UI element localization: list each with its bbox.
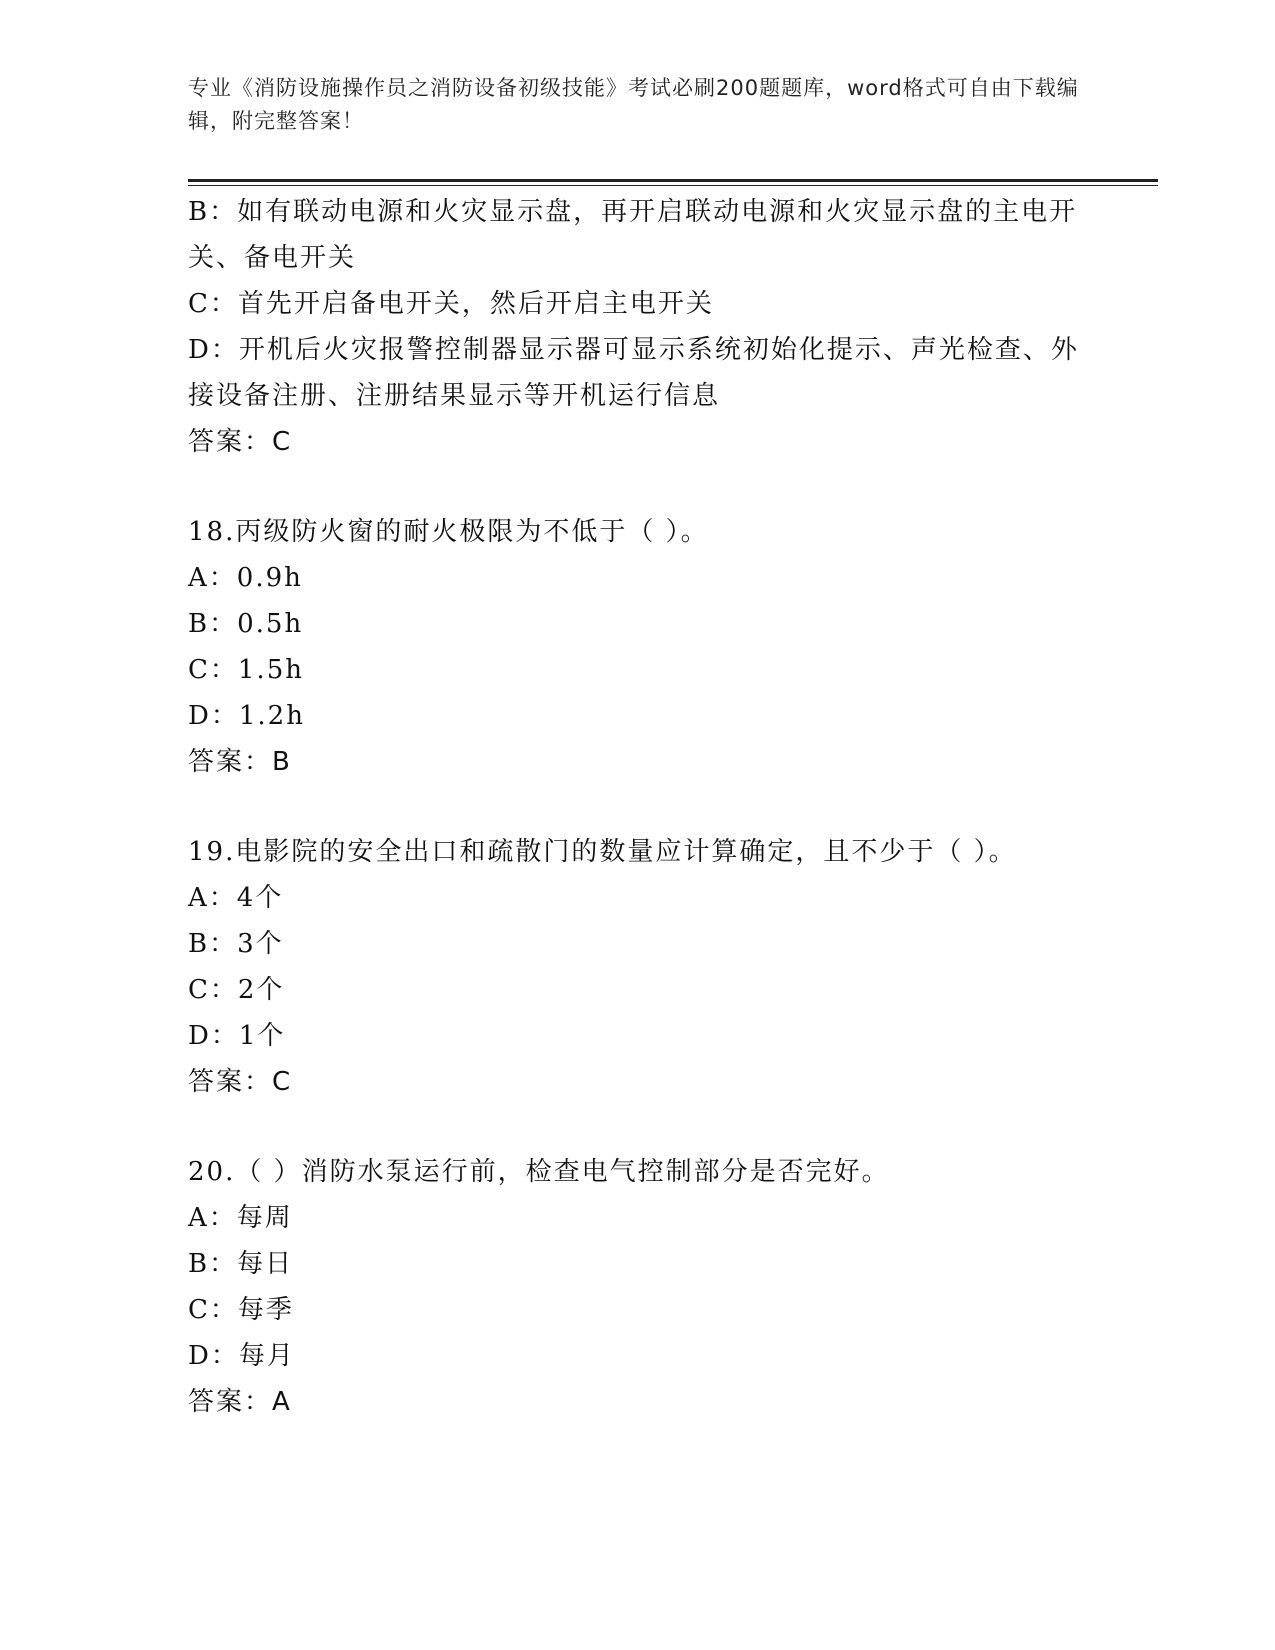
question-19 <box>188 829 1088 1105</box>
option-d: D：1个 <box>188 1021 286 1051</box>
document-header: 专业《消防设施操作员之消防设备初级技能》考试必刷200题题库，word格式可自由下载编辑，附完整答案！ <box>188 76 1079 133</box>
option-a: A：每周 <box>188 1203 293 1233</box>
previous-question-block <box>188 189 1088 465</box>
answer-line: 答案：C <box>188 1067 293 1097</box>
option-a: A：0.9h <box>188 563 303 593</box>
option-b: B：0.5h <box>188 609 304 639</box>
question-stem: 19.电影院的安全出口和疏散门的数量应计算确定，且不少于（ ）。 <box>188 837 1017 867</box>
option-b: B：每日 <box>188 1249 294 1279</box>
option-d: D：开机后火灾报警控制器显示器可显示系统初始化提示、声光检查、外接设备注册、注册结果显示等开机运行信息 <box>188 335 1079 411</box>
header-divider-thin <box>188 185 1158 186</box>
option-c: C：首先开启备电开关，然后开启主电开关 <box>188 289 714 319</box>
option-a: A：4个 <box>188 883 284 913</box>
answer-line: 答案：A <box>188 1387 292 1417</box>
option-c: C：1.5h <box>188 655 304 685</box>
answer-line: 答案：B <box>188 747 292 777</box>
option-c: C：每季 <box>188 1295 294 1325</box>
option-d: D：每月 <box>188 1341 295 1371</box>
option-c: C：2个 <box>188 975 285 1005</box>
question-20 <box>188 1149 1088 1425</box>
question-stem: 18.丙级防火窗的耐火极限为不低于（ ）。 <box>188 517 709 547</box>
option-b: B：如有联动电源和火灾显示盘，再开启联动电源和火灾显示盘的主电开关、备电开关 <box>188 197 1078 273</box>
question-stem: 20.（ ）消防水泵运行前，检查电气控制部分是否完好。 <box>188 1157 890 1187</box>
option-b: B：3个 <box>188 929 284 959</box>
question-content <box>188 189 1088 1425</box>
header-divider-thick <box>188 179 1158 182</box>
answer-line: 答案：C <box>188 427 293 457</box>
option-d: D：1.2h <box>188 701 305 731</box>
question-18 <box>188 509 1088 785</box>
